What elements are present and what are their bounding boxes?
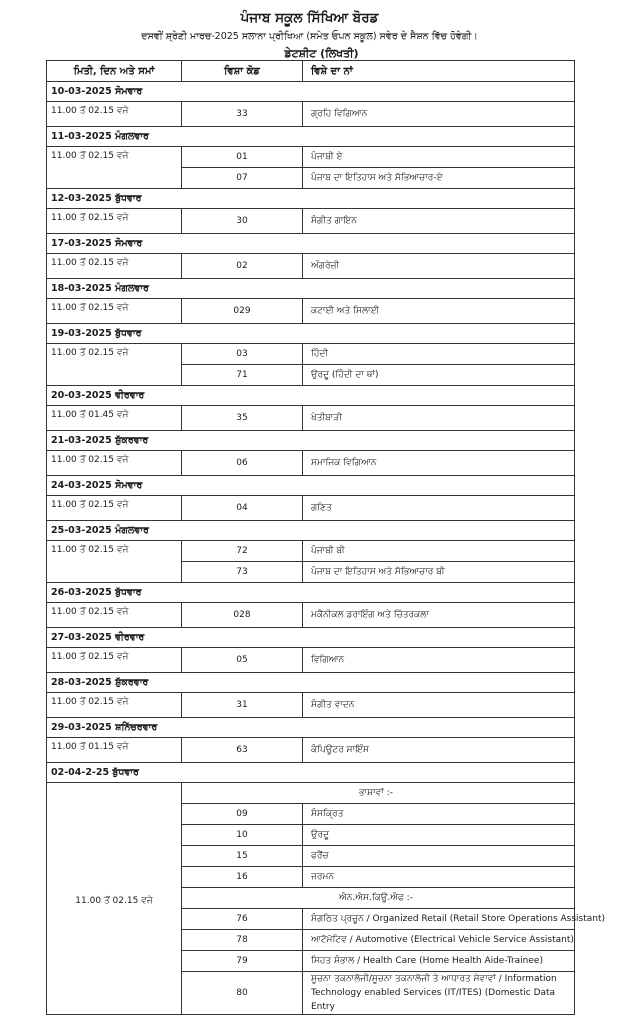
- exam-time: 11.00 ਤੋਂ 02.15 ਵਜੇ: [47, 147, 182, 189]
- subject-code: 31: [182, 693, 303, 718]
- subject-name: ਕੰਪਿਊਟਰ ਸਾਇੰਸ: [303, 738, 575, 763]
- date-row: [47, 279, 575, 299]
- table-row: [47, 102, 575, 127]
- subject-code: 16: [182, 867, 303, 888]
- table-header-row: [47, 61, 575, 82]
- table-row: [47, 738, 575, 763]
- exam-date: 11-03-2025 ਮੰਗਲਵਾਰ: [47, 127, 575, 147]
- exam-date: 10-03-2025 ਸੋਮਵਾਰ: [47, 82, 575, 102]
- exam-time: 11.00 ਤੋਂ 02.15 ਵਜੇ: [47, 693, 182, 718]
- exam-time: 11.00 ਤੋਂ 01.15 ਵਜੇ: [47, 738, 182, 763]
- subject-name: ਵਿਗਿਆਨ: [303, 648, 575, 673]
- exam-date: 17-03-2025 ਸੋਮਵਾਰ: [47, 234, 575, 254]
- subject-name: ਸੂਚਨਾ ਤਕਨਾਲੋਜੀ/ਸੂਚਨਾ ਤਕਨਾਲੋਜੀ ਤੇ ਆਧਾਰਤ ਸੇਵਾਵਾਂ / Information Technology enabled Services (IT/ITES) (Domestic Data Entry: [303, 972, 575, 1015]
- exam-date: 29-03-2025 ਸ਼ਨਿੱਚਰਵਾਰ: [47, 718, 575, 738]
- subject-code: 03: [182, 344, 303, 365]
- table-row: [47, 783, 575, 804]
- date-row: [47, 476, 575, 496]
- exam-date: 12-03-2025 ਬੁੱਧਵਾਰ: [47, 189, 575, 209]
- table-row: [47, 541, 575, 562]
- subject-name: ਪੰਜਾਬ ਦਾ ਇਤਿਹਾਸ ਅਤੇ ਸੱਭਿਆਚਾਰ ਬੀ: [303, 562, 575, 583]
- exam-date: 19-03-2025 ਬੁੱਧਵਾਰ: [47, 324, 575, 344]
- exam-subtitle: ਦਸਵੀਂ ਸ਼੍ਰੇਣੀ ਮਾਰਚ-2025 ਸਲਾਨਾ ਪ੍ਰੀਖਿਆ (ਸਮੇਤ ਓਪਨ ਸਕੂਲ) ਸਵੇਰ ਦੇ ਸੈਸ਼ਨ ਵਿੱਚ ਹੋਵੇਗੀ।: [141, 31, 478, 42]
- subject-code: 04: [182, 496, 303, 521]
- subject-code: 10: [182, 825, 303, 846]
- date-row: [47, 82, 575, 102]
- exam-date: 18-03-2025 ਮੰਗਲਵਾਰ: [47, 279, 575, 299]
- group-label-nsqf: ਐਨ.ਐਸ.ਕਿਊ.ਐਫ :-: [182, 888, 575, 909]
- subject-code: 76: [182, 909, 303, 930]
- subject-name: ਸਮਾਜਿਕ ਵਿਗਿਆਨ: [303, 451, 575, 476]
- subject-name: ਅੰਗਰੇਜ਼ੀ: [303, 254, 575, 279]
- subject-name: ਗ੍ਰਹਿ ਵਿਗਿਆਨ: [303, 102, 575, 127]
- date-row: [47, 628, 575, 648]
- table-row: [47, 147, 575, 168]
- subject-code: 02: [182, 254, 303, 279]
- subject-name: ਸੰਸਕ੍ਰਿਤ: [303, 804, 575, 825]
- date-row: [47, 189, 575, 209]
- datesheet-heading: ਡੇਟਸ਼ੀਟ (ਲਿਖਤੀ): [284, 47, 359, 60]
- table-row: [47, 451, 575, 476]
- board-title: ਪੰਜਾਬ ਸਕੂਲ ਸਿੱਖਿਆ ਬੋਰਡ: [240, 10, 379, 26]
- date-row: [47, 718, 575, 738]
- exam-date: 02-04-2-25 ਬੁੱਧਵਾਰ: [47, 763, 575, 783]
- subject-name: ਪੰਜਾਬ ਦਾ ਇਤਿਹਾਸ ਅਤੇ ਸੱਭਿਆਚਾਰ-ਏ: [303, 168, 575, 189]
- date-row: [47, 673, 575, 693]
- table-row: [47, 209, 575, 234]
- subject-name: ਸੰਗੀਤ ਗਾਇਨ: [303, 209, 575, 234]
- exam-date: 21-03-2025 ਸ਼ੁੱਕਰਵਾਰ: [47, 431, 575, 451]
- subject-code: 028: [182, 603, 303, 628]
- subject-code: 029: [182, 299, 303, 324]
- subject-code: 78: [182, 930, 303, 951]
- subject-name: ਹਿੰਦੀ: [303, 344, 575, 365]
- subject-name: ਉਰਦੂ (ਹਿੰਦੀ ਦਾ ਥਾਂ): [303, 365, 575, 386]
- subject-code: 71: [182, 365, 303, 386]
- subject-name: ਪੰਜਾਬੀ ਬੀ: [303, 541, 575, 562]
- subject-name: ਮਕੈਨੀਕਲ ਡਰਾਇੰਗ ਅਤੇ ਚਿੱਤਰਕਲਾ: [303, 603, 575, 628]
- subject-name: ਗਣਿਤ: [303, 496, 575, 521]
- exam-time: 11.00 ਤੋਂ 02.15 ਵਜੇ: [47, 254, 182, 279]
- exam-date: 28-03-2025 ਸ਼ੁੱਕਰਵਾਰ: [47, 673, 575, 693]
- exam-time: 11.00 ਤੋਂ 01.45 ਵਜੇ: [47, 406, 182, 431]
- date-row: [47, 521, 575, 541]
- date-row: [47, 234, 575, 254]
- exam-date: 26-03-2025 ਬੁੱਧਵਾਰ: [47, 583, 575, 603]
- table-row: [47, 648, 575, 673]
- exam-time: 11.00 ਤੋਂ 02.15 ਵਜੇ: [47, 496, 182, 521]
- column-header-code: ਵਿਸ਼ਾ ਕੋਡ: [182, 61, 303, 82]
- subject-name: ਜਰਮਨ: [303, 867, 575, 888]
- subject-code: 80: [182, 972, 303, 1015]
- exam-time: 11.00 ਤੋਂ 02.15 ਵਜੇ: [47, 783, 182, 1015]
- subject-code: 07: [182, 168, 303, 189]
- exam-date: 25-03-2025 ਮੰਗਲਵਾਰ: [47, 521, 575, 541]
- table-row: [47, 693, 575, 718]
- exam-date: 20-03-2025 ਵੀਰਵਾਰ: [47, 386, 575, 406]
- table-row: [47, 254, 575, 279]
- subject-code: 06: [182, 451, 303, 476]
- date-row: [47, 127, 575, 147]
- column-header-subject: ਵਿਸ਼ੇ ਦਾ ਨਾਂ: [303, 61, 575, 82]
- subject-code: 73: [182, 562, 303, 583]
- subject-name: ਕਟਾਈ ਅਤੇ ਸਿਲਾਈ: [303, 299, 575, 324]
- date-row: [47, 763, 575, 783]
- exam-time: 11.00 ਤੋਂ 02.15 ਵਜੇ: [47, 451, 182, 476]
- exam-time: 11.00 ਤੋਂ 02.15 ਵਜੇ: [47, 209, 182, 234]
- subject-code: 72: [182, 541, 303, 562]
- exam-date: 24-03-2025 ਸੋਮਵਾਰ: [47, 476, 575, 496]
- table-row: [47, 299, 575, 324]
- exam-date: 27-03-2025 ਵੀਰਵਾਰ: [47, 628, 575, 648]
- exam-time: 11.00 ਤੋਂ 02.15 ਵਜੇ: [47, 603, 182, 628]
- subject-code: 30: [182, 209, 303, 234]
- subject-code: 05: [182, 648, 303, 673]
- subject-code: 33: [182, 102, 303, 127]
- exam-time: 11.00 ਤੋਂ 02.15 ਵਜੇ: [47, 344, 182, 386]
- subject-code: 63: [182, 738, 303, 763]
- table-row: [47, 496, 575, 521]
- group-label-languages: ਭਾਸ਼ਾਵਾਂ :-: [182, 783, 575, 804]
- exam-time: 11.00 ਤੋਂ 02.15 ਵਜੇ: [47, 102, 182, 127]
- subject-code: 01: [182, 147, 303, 168]
- subject-name: ਉਰਦੂ: [303, 825, 575, 846]
- subject-code: 79: [182, 951, 303, 972]
- date-row: [47, 386, 575, 406]
- table-row: [47, 406, 575, 431]
- table-body: [47, 82, 606, 1015]
- subject-name: ਸਿਹਤ ਸੰਭਾਲ / Health Care (Home Health Aide-Trainee): [303, 951, 575, 972]
- column-header-date: ਮਿਤੀ, ਦਿਨ ਅਤੇ ਸਮਾਂ: [47, 61, 182, 82]
- subject-name: ਫਰੈਂਚ: [303, 846, 575, 867]
- exam-time: 11.00 ਤੋਂ 02.15 ਵਜੇ: [47, 299, 182, 324]
- date-row: [47, 431, 575, 451]
- subject-name: ਆਟੋਮੋਟਿਵ / Automotive (Electrical Vehicle Service Assistant): [303, 930, 575, 951]
- subject-code: 09: [182, 804, 303, 825]
- table-row: [47, 344, 575, 365]
- subject-name: ਸੰਗਠਿਤ ਪ੍ਰਚੂਨ / Organized Retail (Retail Store Operations Assistant): [303, 909, 575, 930]
- table-row: [47, 603, 575, 628]
- date-row: [47, 324, 575, 344]
- subject-name: ਸੰਗੀਤ ਵਾਦਨ: [303, 693, 575, 718]
- subject-name: ਪੰਜਾਬੀ ਏ: [303, 147, 575, 168]
- exam-time: 11.00 ਤੋਂ 02.15 ਵਜੇ: [47, 648, 182, 673]
- subject-code: 15: [182, 846, 303, 867]
- subject-code: 35: [182, 406, 303, 431]
- datesheet-table: [46, 60, 606, 1015]
- subject-name: ਖੇਤੀਬਾੜੀ: [303, 406, 575, 431]
- date-row: [47, 583, 575, 603]
- exam-time: 11.00 ਤੋਂ 02.15 ਵਜੇ: [47, 541, 182, 583]
